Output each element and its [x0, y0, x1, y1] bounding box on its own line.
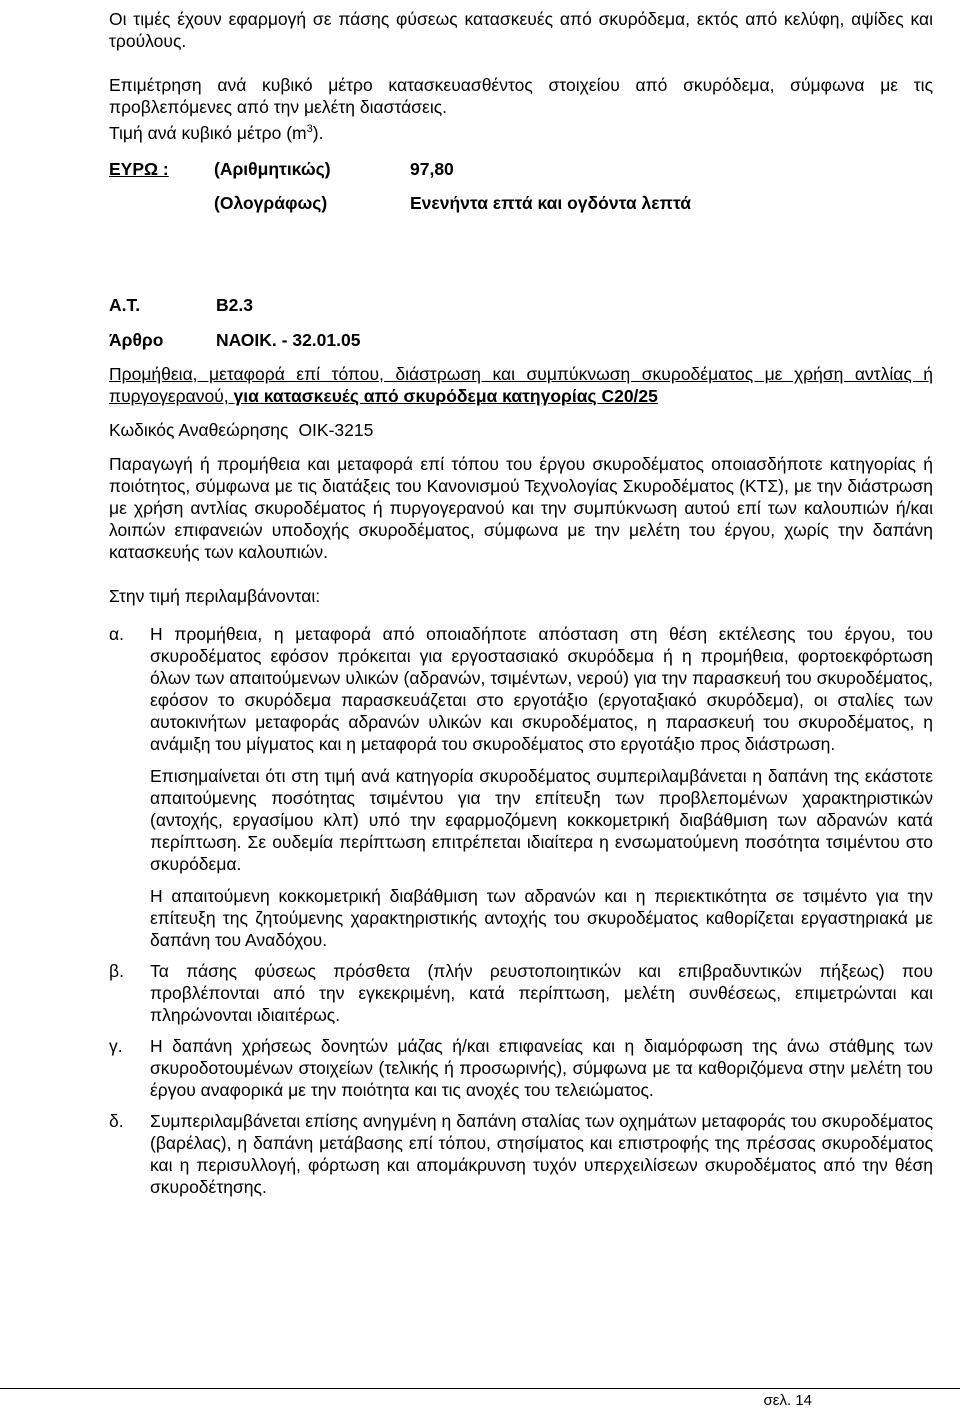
numeric-value: 97,80 — [410, 159, 454, 179]
unit-price-label — [109, 122, 933, 144]
list-item-paragraph: Τα πάσης φύσεως πρόσθετα (πλήν ρευστοποιητικών και επιβραδυντικών πήξεως) που προβλέπονται από την εγκεκριμένη, κατά περίπτωση, μελέτη συνθέσεως, επιμετρώνται και πληρώνονται ιδιαιτέρως. — [150, 961, 933, 1025]
price-numeric-row — [109, 158, 933, 180]
list-item — [109, 1035, 933, 1101]
charge-note: Επιμέτρηση ανά κυβικό μέτρο κατασκευασθέντος στοιχείου από σκυρόδεμα, σύμφωνα με τις προβλεπόμενες από την μελέτη διαστάσεις. — [109, 75, 933, 117]
at-value: Β2.3 — [216, 295, 253, 315]
footer-divider — [0, 1388, 960, 1389]
scope-note: Οι τιμές έχουν εφαρμογή σε πάσης φύσεως κατασκευές από σκυρόδεμα, εκτός από κελύφη, αψίδες και τρούλους. — [109, 9, 933, 51]
words-label: (Ολογράφως) — [214, 193, 328, 213]
list-item-paragraph: Η δαπάνη χρήσεως δονητών μάζας ή/και επιφανείας και η διαμόρφωση της άνω στάθμης των σκυροδοτουμένων στοιχείων (τελικής ή προσωρινής), σύμφωνα με τα καθοριζόμενα στην μελέτη του έργου αναφορικά με την ποιότητα και τις ανοχές του τελειώματος. — [150, 1036, 933, 1100]
at-row — [109, 294, 933, 316]
document-page — [109, 8, 933, 1198]
unit-price-label-sup: 3 — [306, 123, 313, 136]
list-item-marker: γ. — [109, 1036, 123, 1056]
numeric-label: (Αριθμητικώς) — [214, 159, 331, 179]
list-item-paragraph: Συμπεριλαμβάνεται επίσης ανηγμένη η δαπάνη σταλίας των οχημάτων μεταφοράς του σκυροδέματος (βαρέλας), η δαπάνη μετάβασης επί τόπου, στησίματος και επιστροφής της πρέσσας σκυροδέματος και η περισυλλογή, φόρτωση και απομάκρυνση τυχόν υπερχειλίσεων σκυροδέματος από την θέση σκυροδέτησης. — [150, 1111, 933, 1197]
words-value: Ενενήντα επτά και ογδόντα λεπτά — [410, 193, 692, 213]
list-item — [109, 960, 933, 1026]
article-title — [109, 363, 933, 407]
list-item-marker: α. — [109, 624, 124, 644]
arthro-row — [109, 329, 933, 351]
article-description: Παραγωγή ή προμήθεια και μεταφορά επί τόπου του έργου σκυροδέματος οποιασδήποτε κατηγορίας ή ποιότητος, σύμφωνα με τις διατάξεις του Κανονισμού Τεχνολογίας Σκυροδέματος (ΚΤΣ), με την διάστρωση με χρήση αντλίας σκυροδέματος ή πυργογερανού και την συμπύκνωση αυτού επί των καλουπιών ή/και λοιπών επιφανειών υποδοχής σκυροδέματος, σύμφωνα με την μελέτη του έργου, χωρίς την δαπάνη κατασκευής των καλουπιών. — [109, 454, 933, 562]
article-title-bold: για κατασκευές από σκυρόδεμα κατηγορίας C20/25 — [233, 386, 658, 406]
unit-price-label-prefix: Τιμή ανά κυβικό μέτρο (m — [109, 123, 307, 143]
article-reference — [109, 294, 933, 351]
included-heading: Στην τιμή περιλαμβάνονται: — [109, 586, 321, 606]
page-number: σελ. 14 — [763, 1392, 812, 1409]
list-item-paragraph: Η απαιτούμενη κοκκομετρική διαβάθμιση των αδρανών και η περιεκτικότητα σε τσιμέντο για την επίτευξη της ζητούμενης χαρακτηριστικής αντοχής του σκυροδέματος καθορίζεται εργαστηριακά με δαπάνη του Αναδόχου. — [150, 886, 933, 950]
list-item-paragraph: Η προμήθεια, η μεταφορά από οποιαδήποτε απόσταση στη θέση εκτέλεσης του έργου, του σκυροδέματος εφόσον πρόκειται για εργοστασιακό σκυρόδεμα ή η προμήθεια, φορτοεκφόρτωση όλων των απαιτούμενων υλικών (αδρανών, τσιμέντων, νερού) για την παρασκευή του σκυροδέματος, εφόσον το σκυρόδεμα παρασκευάζεται στο εργοτάξιο (εργοταξιακό σκυρόδεμα), οι σταλίες των αυτοκινήτων μεταφοράς αδρανών υλικών και σκυροδέματος, η παρασκευή του σκυροδέματος, η ανάμιξη του μίγματος και η μεταφορά του σκυροδέματος στο εργοτάξιο προς διάστρωση. — [150, 624, 933, 754]
list-item — [109, 1110, 933, 1198]
included-items-list — [109, 623, 933, 1198]
list-item — [109, 623, 933, 951]
list-item-marker: δ. — [109, 1111, 124, 1131]
article-title-plain: Προμήθεια, μεταφορά επί τόπου, διάστρωση και συμπύκνωση σκυροδέματος με χρήση αντλίας ή πυργογερανού, — [109, 364, 933, 406]
at-label: Α.Τ. — [109, 295, 141, 315]
unit-price-label-suffix: ). — [312, 123, 324, 143]
revision-label: Κωδικός Αναθεώρησης — [109, 420, 289, 440]
currency-label: ΕΥΡΩ : — [109, 159, 169, 179]
list-item-paragraph: Επισημαίνεται ότι στη τιμή ανά κατηγορία σκυροδέματος συμπεριλαμβάνεται η δαπάνη της εκάστοτε απαιτούμενης ποσότητας τσιμέντου για την επίτευξη των προβλεπομένων χαρακτηριστικών (αντοχής, εργασίμου κλπ) υπό την εφαρμοζόμενη κοκκομετρική διαβάθμιση των αδρανών κατά περίπτωση. Σε ουδεμία περίπτωση επιτρέπεται ιδιαίτερα η ενσωματούμενη ποσότητα τσιμέντου στο σκυρόδεμα. — [150, 766, 933, 874]
arthro-value: ΝΑΟΙΚ. - 32.01.05 — [216, 330, 361, 350]
revision-code: ΟΙΚ-3215 — [298, 420, 374, 440]
price-words-row — [109, 192, 933, 214]
list-item-marker: β. — [109, 961, 124, 981]
revision-row — [109, 419, 933, 441]
arthro-label: Άρθρο — [109, 330, 164, 350]
